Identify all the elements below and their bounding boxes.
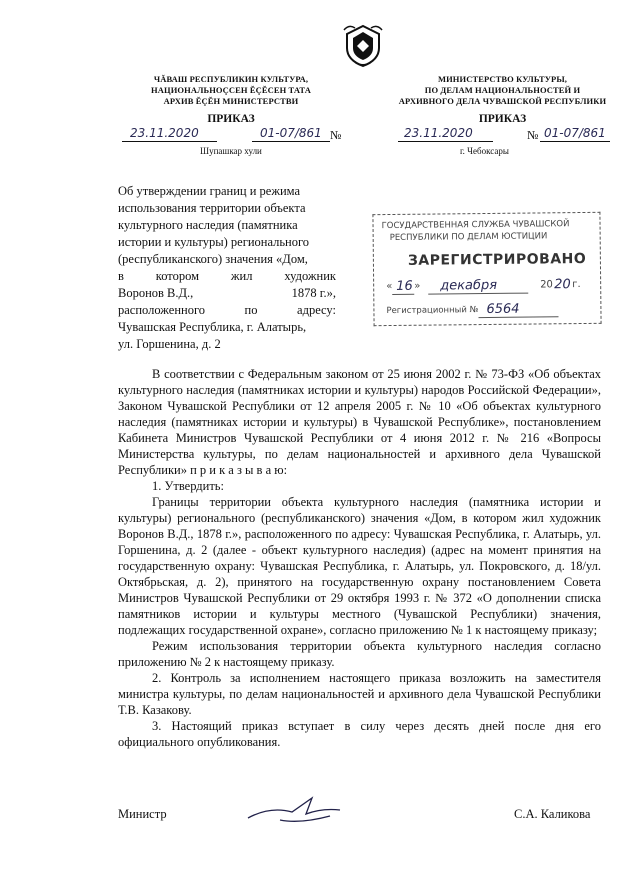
order-body — [118, 366, 601, 750]
signature-name: С.А. Каликова — [514, 807, 591, 821]
subject-word: котором — [155, 269, 200, 283]
right-number-sign: № — [527, 128, 539, 142]
body-intro: В соответствии с Федеральным законом от 25 июня 2002 г. № 73-ФЗ «Об объектах культурного наследия (памятниках истории и культуры) народов Российской Федерации», Законом Чувашской Республики от 12 апреля 2005 г. № 10 «Об объектах культурного наследия (памятниках истории и культуры) в Чувашской Республике», постановлением Кабинета Министров Чувашской Республики от 4 июня 2012 г. № 216 «Вопросы Министерства культуры, по делам национальностей и архивного дела Чувашской Республики» — [118, 367, 601, 477]
right-date: 23.11.2020 — [404, 126, 473, 140]
subject-word: художник — [284, 269, 336, 283]
right-number-underline — [540, 141, 610, 142]
right-number: 01-07/861 — [544, 126, 606, 140]
body-item-2: 2. Контроль за исполнением настоящего приказа возложить на заместителя министра культуры, по делам национальностей и архивного дела Чувашской Республики Т.В. Казакову. — [118, 671, 601, 717]
signature-position: Министр — [118, 807, 167, 821]
left-number-sign: № — [330, 128, 342, 142]
left-number: 01-07/861 — [260, 126, 322, 140]
body-item-1b: Режим использования территории объекта культурного наследия согласно приложению № 2 к настоящему приказу. — [118, 639, 601, 669]
subject-line — [118, 285, 336, 302]
subject-line: (республиканского) значения «Дом, — [118, 252, 308, 266]
stamp-line2: РЕСПУБЛИКИ ПО ДЕЛАМ ЮСТИЦИИ — [389, 231, 548, 244]
left-underline — [122, 141, 217, 142]
handwritten-signature — [240, 790, 350, 830]
stamp-month-underline — [428, 293, 528, 295]
registration-stamp — [372, 212, 601, 326]
subject-line: истории и культуры) регионального — [118, 235, 310, 249]
stamp-registered: ЗАРЕГИСТРИРОВАНО — [407, 250, 587, 269]
subject-line: Чувашская Республика, г. Алатырь, — [118, 320, 307, 334]
stamp-date-row — [386, 277, 596, 297]
subject-block — [118, 183, 336, 353]
body-orders: п р и к а з ы в а ю: — [190, 463, 288, 477]
subject-word: расположенного — [118, 303, 206, 317]
subject-word: по — [244, 303, 258, 317]
stamp-day: 16 — [396, 278, 413, 294]
left-date-number — [112, 126, 362, 146]
prikaz-title-right: ПРИКАЗ — [478, 113, 527, 125]
subject-line: использования территории объекта — [118, 201, 306, 215]
body-intro-paragraph — [118, 366, 601, 478]
left-city: Шупашкар хули — [200, 146, 262, 156]
coat-of-arms-emblem — [341, 22, 385, 68]
stamp-reg-number: 6564 — [486, 301, 520, 318]
subject-word: адресу: — [297, 303, 336, 317]
stamp-day-open-quote: « — [386, 280, 393, 293]
body-item-1a: Границы территории объекта культурного наследия (памятника истории и культуры) регионального (республиканского) значения «Дом, в котором жил художник Воронов В.Д., 1878 г.», расположенного по адресу: Чувашская Республика, г. Алатырь, ул. Горшенина, д. 2 (далее - объект культурного наследия) (адрес на момент принятия на государственную охрану: Чувашская Республика, г. Алатырь, ул. Покровского, д. 18/ул. Октябрьская, д. 2), принятого на государственную охрану постановлением Совета Министров Чувашской Республики от 29 октября 1993 г. № 372 «О дополнении списка памятников истории и культуры местного (Чувашской Республики) значения, подлежащих государственной охране», согласно приложению № 1 к настоящему приказу; — [118, 495, 601, 637]
stamp-year: 20 — [554, 277, 571, 293]
stamp-day-close-quote: » — [414, 280, 421, 292]
right-underline — [398, 141, 493, 142]
stamp-year-suffix: г. — [572, 279, 581, 291]
header-right-line: ПО ДЕЛАМ НАЦИОНАЛЬНОСТЕЙ И — [424, 85, 581, 95]
subject-line: Об утверждении границ и режима — [118, 184, 301, 198]
subject-word: жил — [230, 269, 253, 283]
subject-line: культурного наследия (памятника — [118, 218, 298, 232]
header-right-line: МИНИСТЕРСТВО КУЛЬТУРЫ, — [437, 74, 568, 84]
header-right — [380, 74, 625, 107]
header-left-line: ЧĂВАШ РЕСПУБЛИКИН КУЛЬТУРА, — [153, 74, 309, 84]
subject-line: ул. Горшенина, д. 2 — [118, 337, 221, 351]
left-number-underline — [252, 141, 330, 142]
right-city: г. Чебоксары — [460, 146, 509, 156]
stamp-reg-underline — [479, 316, 559, 318]
subject-word: 1878 г.», — [291, 286, 336, 300]
header-left-line: НАЦИОНАЛЬНОÇСЕН ĔÇĔСЕН ТАТА — [151, 85, 311, 95]
stamp-reg-label: Регистрационный № — [386, 305, 479, 317]
right-date-number — [380, 126, 630, 146]
prikaz-title-left: ПРИКАЗ — [207, 113, 255, 125]
header-left-line: АРХИВ ĔÇĔН МИНИСТЕРСТВИ — [163, 96, 299, 106]
stamp-month: декабря — [440, 277, 498, 294]
subject-line — [118, 268, 336, 285]
subject-line — [118, 302, 336, 319]
left-date: 23.11.2020 — [130, 126, 199, 140]
subject-word: Воронов В.Д., — [118, 286, 194, 300]
body-item-1: 1. Утвердить: — [152, 479, 224, 493]
stamp-reg-row — [386, 301, 596, 321]
stamp-year-prefix: 20 — [540, 279, 553, 291]
body-item-3: 3. Настоящий приказ вступает в силу через десять дней после дня его официального опубликования. — [118, 719, 601, 749]
stamp-day-underline — [392, 294, 414, 295]
header-right-line: АРХИВНОГО ДЕЛА ЧУВАШСКОЙ РЕСПУБЛИКИ — [398, 96, 607, 106]
header-left — [122, 74, 340, 107]
subject-word: в — [118, 269, 124, 283]
stamp-line1: ГОСУДАРСТВЕННАЯ СЛУЖБА ЧУВАШСКОЙ — [381, 219, 570, 232]
